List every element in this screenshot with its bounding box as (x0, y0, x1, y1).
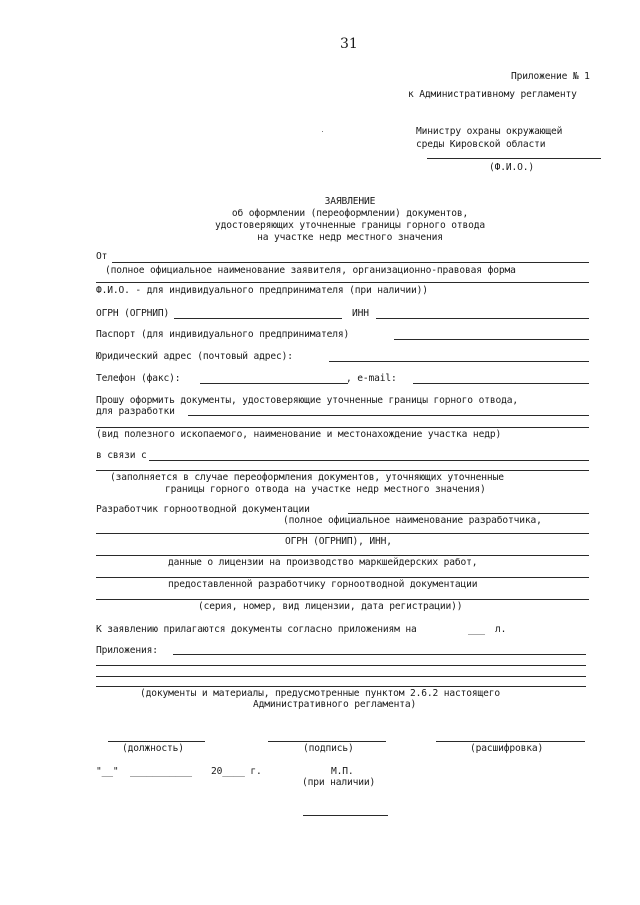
fio-line (427, 158, 601, 159)
email-field[interactable] (413, 383, 589, 384)
developer-hint-4: предоставленной разработчику горноотводной документации (168, 579, 478, 590)
appendices-hint-2: Административного регламента) (253, 699, 417, 710)
stamp-label: М.П. (331, 766, 354, 777)
email-label: , e-mail: (346, 373, 397, 384)
from-field-2[interactable] (96, 282, 589, 283)
developer-field-2[interactable] (96, 533, 589, 534)
mineral-field[interactable] (188, 415, 589, 416)
reason-field-2[interactable] (96, 470, 589, 471)
bottom-rule (303, 815, 388, 816)
inn-field[interactable] (376, 318, 589, 319)
signature-field[interactable] (268, 741, 386, 742)
developer-hint-5: (серия, номер, вид лицензии, дата регистрации)) (198, 601, 463, 612)
fio-caption: (Ф.И.О.) (489, 162, 535, 173)
addressee-line-2: среды Кировской области (416, 139, 546, 150)
attached-unit: л. (495, 624, 507, 635)
title-word: ЗАЯВЛЕНИЕ (324, 196, 376, 207)
from-hint-2: Ф.И.О. - для индивидуального предпринимателя (при наличии)) (96, 285, 428, 296)
developer-label: Разработчик горноотводной документации (96, 504, 310, 515)
reason-hint-1: (заполняется в случае переоформления документов, уточняющих уточненные (110, 472, 504, 483)
inn-label: ИНН (352, 308, 369, 319)
reason-label: в связи с (96, 450, 147, 461)
appendix-label: Приложение № 1 (511, 71, 590, 82)
appendices-label: Приложения: (96, 645, 158, 656)
date-month-field[interactable]: ___________ (130, 766, 192, 777)
appendices-field-4[interactable] (96, 686, 586, 687)
ogrn-label: ОГРН (ОГРНИП) (96, 308, 170, 319)
attached-text: К заявлению прилагаются документы согласно приложениям на (96, 624, 417, 635)
developer-field-3[interactable] (96, 555, 589, 556)
phone-field[interactable] (200, 383, 348, 384)
page-number: 31 (340, 36, 358, 52)
appendices-field-1[interactable] (173, 654, 586, 655)
request-line-1: Прошу оформить документы, удостоверяющие уточненные границы горного отвода, (96, 395, 518, 406)
passport-label: Паспорт (для индивидуального предпринимателя) (96, 329, 350, 340)
appendices-field-2[interactable] (96, 665, 586, 666)
developer-hint-2: ОГРН (ОГРНИП), ИНН, (285, 536, 392, 547)
attached-pages-field[interactable]: ___ (468, 624, 485, 635)
scan-speck (322, 131, 323, 132)
reglament-reference: к Административному регламенту (408, 89, 577, 100)
date-day-field[interactable]: "__" (96, 766, 119, 777)
developer-hint-3: данные о лицензии на производство маркшейдерских работ, (168, 557, 478, 568)
decoding-field[interactable] (436, 741, 585, 742)
developer-hint-1: (полное официальное наименование разработчика, (283, 515, 542, 526)
passport-field[interactable] (394, 339, 589, 340)
addressee-line-1: Министру охраны окружающей (416, 126, 563, 137)
developer-field[interactable] (348, 513, 589, 514)
developer-field-4[interactable] (96, 577, 589, 578)
title-line-1: об оформлении (переоформлении) документов, (231, 208, 469, 219)
position-caption: (должность) (122, 743, 184, 754)
decoding-caption: (расшифровка) (470, 743, 544, 754)
mineral-hint: (вид полезного ископаемого, наименование и местонахождение участка недр) (96, 429, 502, 440)
request-line-2: для разработки (96, 406, 175, 417)
mineral-field-2[interactable] (96, 427, 589, 428)
developer-field-5[interactable] (96, 599, 589, 600)
title-line-3: на участке недр местного значения (257, 232, 443, 243)
date-year-field[interactable]: 20____ г. (211, 766, 262, 777)
address-field[interactable] (329, 361, 589, 362)
from-field[interactable] (112, 262, 589, 263)
from-hint: (полное официальное наименование заявителя, организационно-правовая форма (105, 265, 516, 276)
from-label: От (96, 251, 108, 262)
stamp-note: (при наличии) (302, 777, 376, 788)
address-label: Юридический адрес (почтовый адрес): (96, 351, 293, 362)
ogrn-field[interactable] (174, 318, 342, 319)
title-line-2: удостоверяющих уточненные границы горного отвода (214, 220, 486, 231)
reason-field[interactable] (149, 460, 589, 461)
phone-label: Телефон (факс): (96, 373, 181, 384)
position-field[interactable] (108, 741, 205, 742)
signature-caption: (подпись) (303, 743, 354, 754)
appendices-field-3[interactable] (96, 676, 586, 677)
reason-hint-2: границы горного отвода на участке недр местного значения) (165, 484, 486, 495)
appendices-hint-1: (документы и материалы, предусмотренные пунктом 2.6.2 настоящего (140, 688, 501, 699)
